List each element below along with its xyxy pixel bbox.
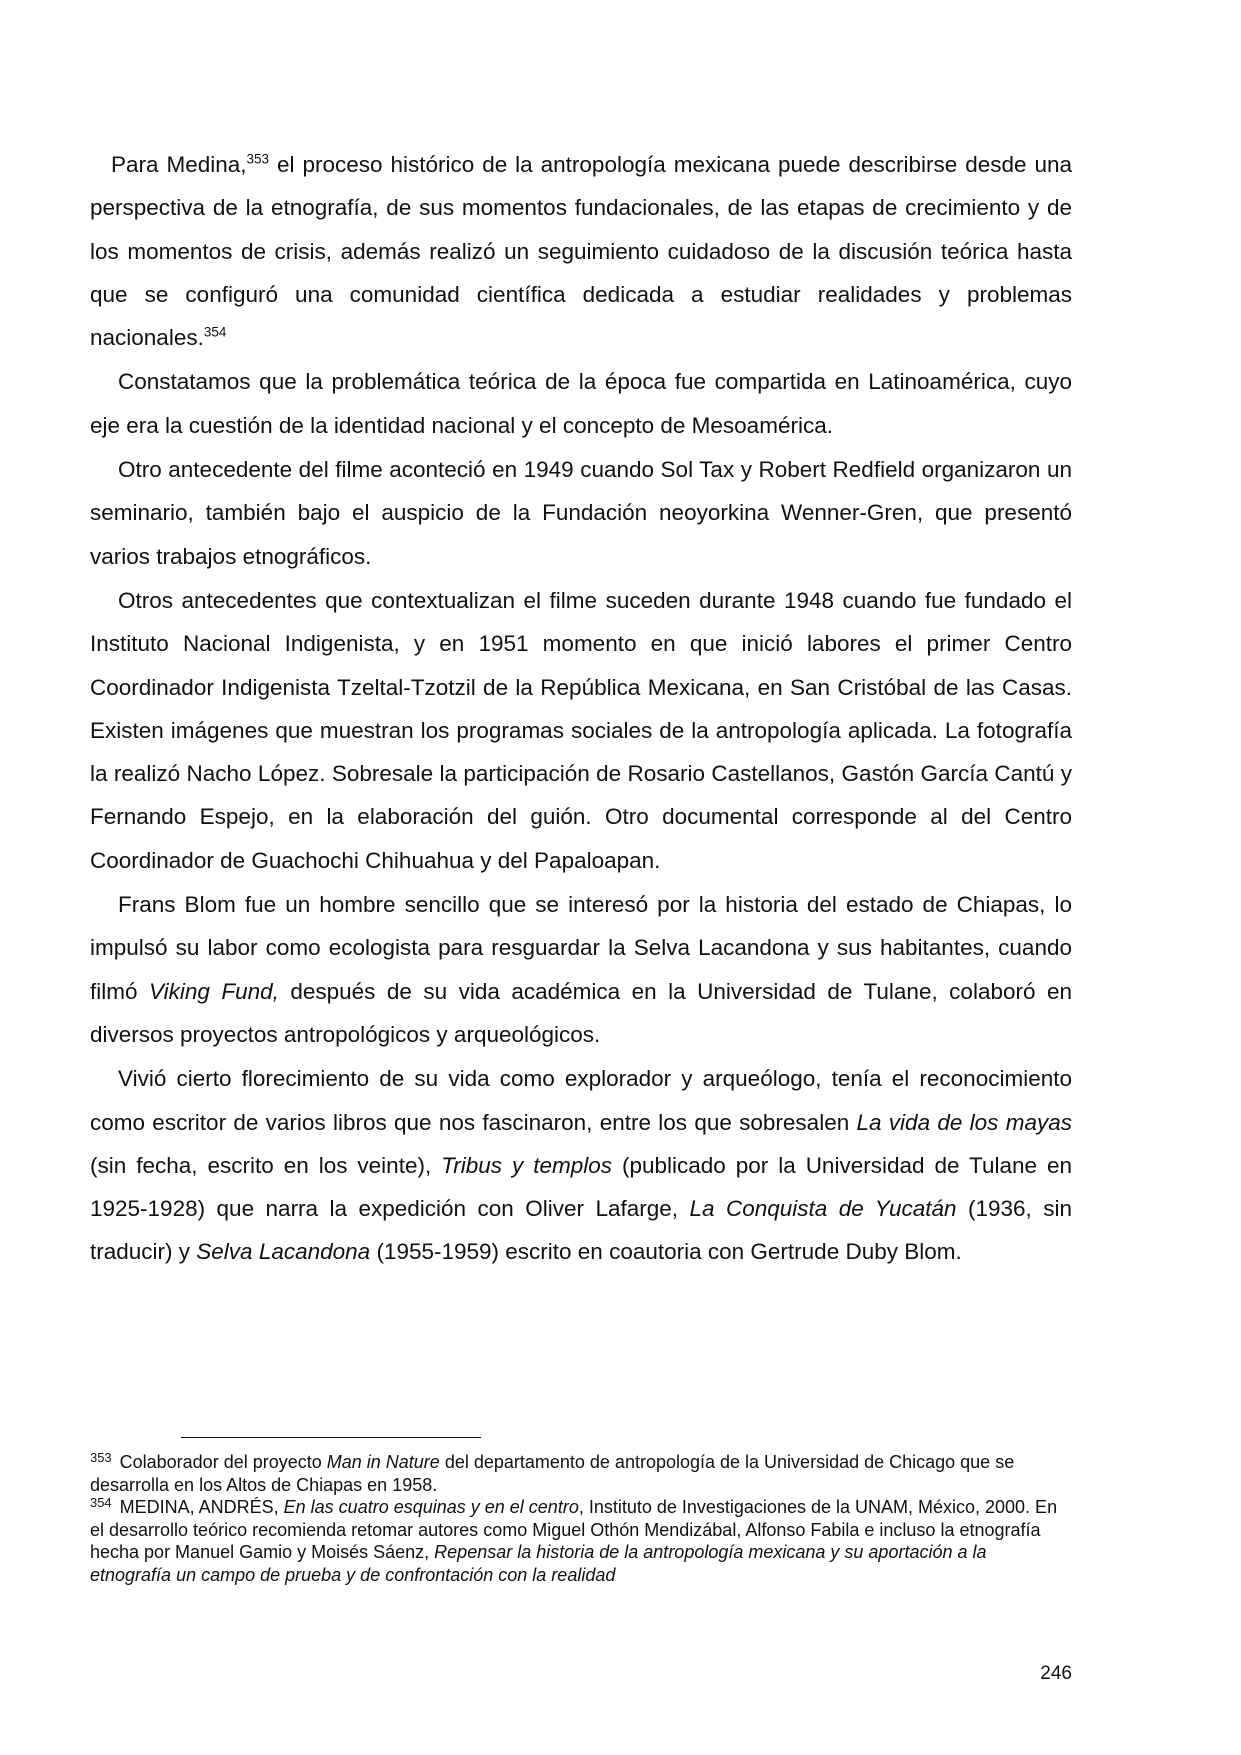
paragraph-text: Para Medina,: [111, 152, 247, 177]
footnote-italic: Man in Nature: [326, 1452, 440, 1472]
page-number: 246: [1040, 1663, 1072, 1684]
footnote-353: [90, 1451, 1072, 1496]
book-title: La vida de los mayas: [856, 1109, 1072, 1135]
paragraph-otros-antecedentes: Otros antecedentes que contextualizan el filme suceden durante 1948 cuando fue fundado el Instituto Nacional Indigenista, y en 1951 momento en que inició labores el primer Centro Coordinador Indigenista Tzeltal-Tzotzil de la República Mexicana, en San Cristóbal de las Casas. Existen imágenes que muestran los programas sociales de la antropología aplicada. La fotografía la realizó Nacho López. Sobresale la participación de Rosario Castellanos, Gastón García Cantú y Fernando Espejo, en la elaboración del guión. Otro documental corresponde al del Centro Coordinador de Guachochi Chihuahua y del Papaloapan.: [90, 587, 1072, 873]
main-text: [90, 143, 1072, 1275]
paragraph-constatamos: Constatamos que la problemática teórica de la época fue compartida en Latinoamérica, cuyo eje era la cuestión de la identidad nacional y el concepto de Mesoamérica.: [90, 369, 1072, 438]
footnote-ref-354[interactable]: 354: [203, 324, 227, 340]
paragraph-text: Frans Blom fue un hombre sencillo que se interesó por la historia del estado de Chiapas, lo impulsó su labor como ecologista para resguardar la Selva Lacandona y sus habitantes, cuando filmó: [90, 892, 1072, 1004]
film-title: Viking Fund,: [148, 978, 279, 1004]
footnote-text: , Instituto de Investigaciones de la UNAM, México, 2000. En el desarrollo teórico recomienda retomar autores como Miguel Othón Mendizábal, Alfonso Fabila e incluso la etnografía hecha por Manuel Gamio y Moisés Sáenz,: [90, 1497, 1058, 1562]
paragraph-text: el proceso histórico de la antropología mexicana puede describirse desde una perspectiva de la etnografía, de sus momentos fundacionales, de las etapas de crecimiento y de los momentos de crisis, además realizó un seguimiento cuidadoso de la discusión teórica hasta que se configuró una comunidad científica dedicada a estudiar realidades y problemas nacionales.: [90, 152, 1072, 351]
footnotes: [90, 1451, 1072, 1586]
footnote-text: MEDINA, ANDRÉS,: [114, 1497, 284, 1517]
paragraph-medina: [90, 143, 1072, 359]
footnote-text: del departamento de antropología de la Universidad de Chicago que se desarrolla en los Altos de Chiapas en 1958.: [90, 1452, 1015, 1495]
footnote-italic: Repensar la historia de la antropología mexicana y su aportación a la etnografía un campo de prueba y de confrontación con la realidad: [90, 1542, 987, 1585]
paragraph-text: después de su vida académica en la Universidad de Tulane, colaboró en diversos proyectos antropológicos y arqueológicos.: [90, 978, 1072, 1047]
paragraph-text: (publicado por la Universidad de Tulane en 1925-1928) que narra la expedición con Oliver Lafarge,: [90, 1152, 1072, 1222]
footnote-number: 353: [90, 1450, 112, 1466]
paragraph-frans-blom: [90, 883, 1072, 1056]
paragraph-text: (1936, sin traducir) y: [90, 1196, 1072, 1265]
paragraph-text: Vivió cierto florecimiento de su vida como explorador y arqueólogo, tenía el reconocimiento como escritor de varios libros que nos fascinaron, entre los que sobresalen: [90, 1066, 1072, 1135]
footnote-text: Colaborador del proyecto: [114, 1452, 327, 1472]
paragraph-text: (sin fecha, escrito en los veinte),: [90, 1152, 442, 1178]
footnote-number: 354: [90, 1495, 112, 1511]
paragraph-text: (1955-1959) escrito en coautoria con Gertrude Duby Blom.: [370, 1239, 962, 1265]
book-title: Tribus y templos: [441, 1152, 612, 1178]
footnote-354: [90, 1496, 1072, 1586]
paragraph-otro-antecedente: Otro antecedente del filme aconteció en 1949 cuando Sol Tax y Robert Redfield organizaron un seminario, también bajo el auspicio de la Fundación neoyorkina Wenner-Gren, que presentó varios trabajos etnográficos.: [90, 457, 1072, 569]
footnote-separator: [181, 1437, 481, 1438]
footnote-italic: En las cuatro esquinas y en el centro: [283, 1497, 579, 1517]
footnote-ref-353[interactable]: 353: [246, 151, 270, 167]
book-title: La Conquista de Yucatán: [689, 1196, 957, 1222]
book-title: Selva Lacandona: [196, 1239, 371, 1265]
paragraph-vivio: [90, 1057, 1072, 1273]
